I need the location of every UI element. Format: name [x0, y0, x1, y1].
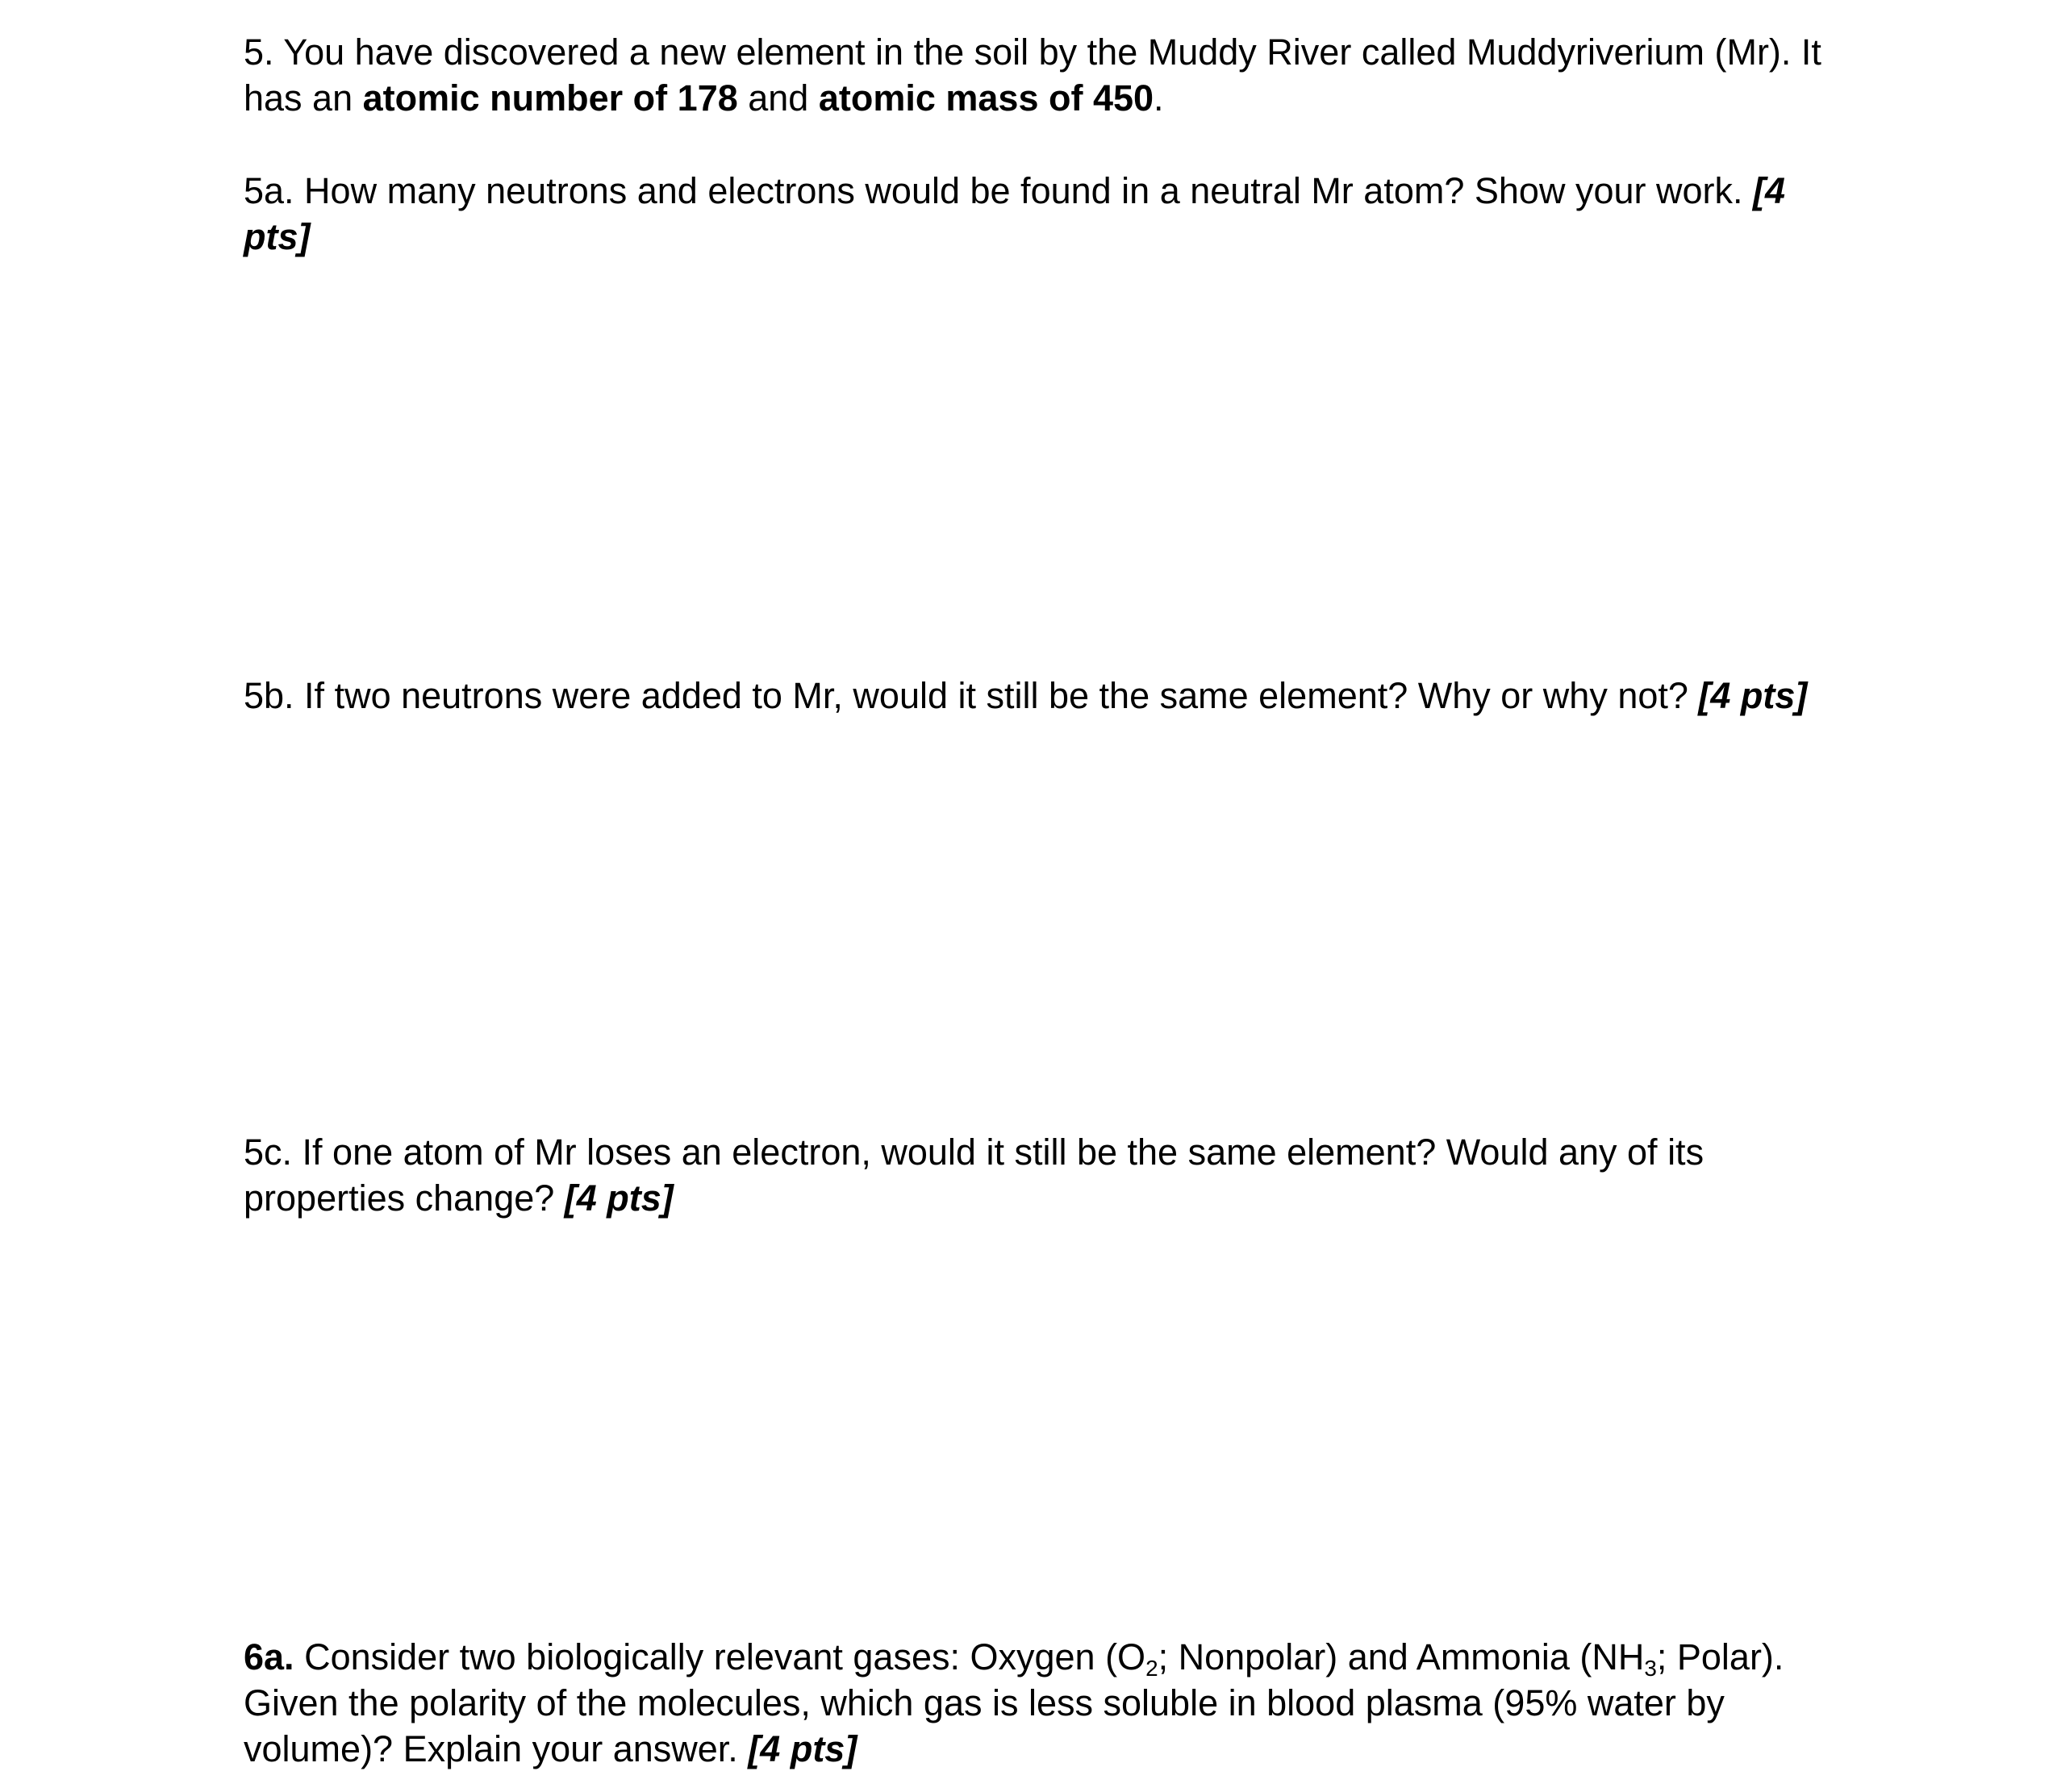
- question-6a-points: [4 pts]: [748, 1728, 857, 1770]
- question-6a-text-1: Consider two biologically relevant gases: Oxygen (O: [294, 1636, 1146, 1677]
- question-6a-number: 6a.: [244, 1636, 294, 1677]
- question-5a-points: [4 pts]: [244, 170, 1786, 258]
- question-5-period: .: [1154, 77, 1164, 119]
- question-5c-text: 5c. If one atom of Mr loses an electron, would it still be the same element? Would any of its properties change?: [244, 1131, 1704, 1219]
- question-5: [244, 29, 1823, 121]
- question-5a-text: 5a. How many neutrons and electrons would be found in a neutral Mr atom? Show your work.: [244, 170, 1753, 212]
- question-5-connector: and: [737, 77, 819, 119]
- question-5-atomic-mass: atomic mass of 450: [818, 77, 1154, 119]
- question-5b: [244, 673, 1823, 719]
- question-6a-text-3: ; Polar). Given the polarity of the molecules, which gas is less soluble in blood plasma (95% water by volume)? Explain your answer.: [244, 1636, 1784, 1770]
- question-5b-points: [4 pts]: [1698, 674, 1808, 716]
- question-5c-points: [4 pts]: [564, 1177, 674, 1219]
- question-5c: [244, 1129, 1823, 1221]
- question-6a: [244, 1634, 1823, 1772]
- question-5b-text: 5b. If two neutrons were added to Mr, would it still be the same element? Why or why not?: [244, 674, 1699, 716]
- question-5-atomic-number: atomic number of 178: [362, 77, 738, 119]
- ammonia-subscript: 3: [1644, 1655, 1657, 1681]
- oxygen-subscript: 2: [1145, 1655, 1158, 1681]
- question-6a-text-2: ; Nonpolar) and Ammonia (NH: [1158, 1636, 1645, 1677]
- question-5-text: 5. You have discovered a new element in the soil by the Muddy River called Muddyriverium (Mr). It has an: [244, 31, 1821, 119]
- question-5a: [244, 168, 1823, 260]
